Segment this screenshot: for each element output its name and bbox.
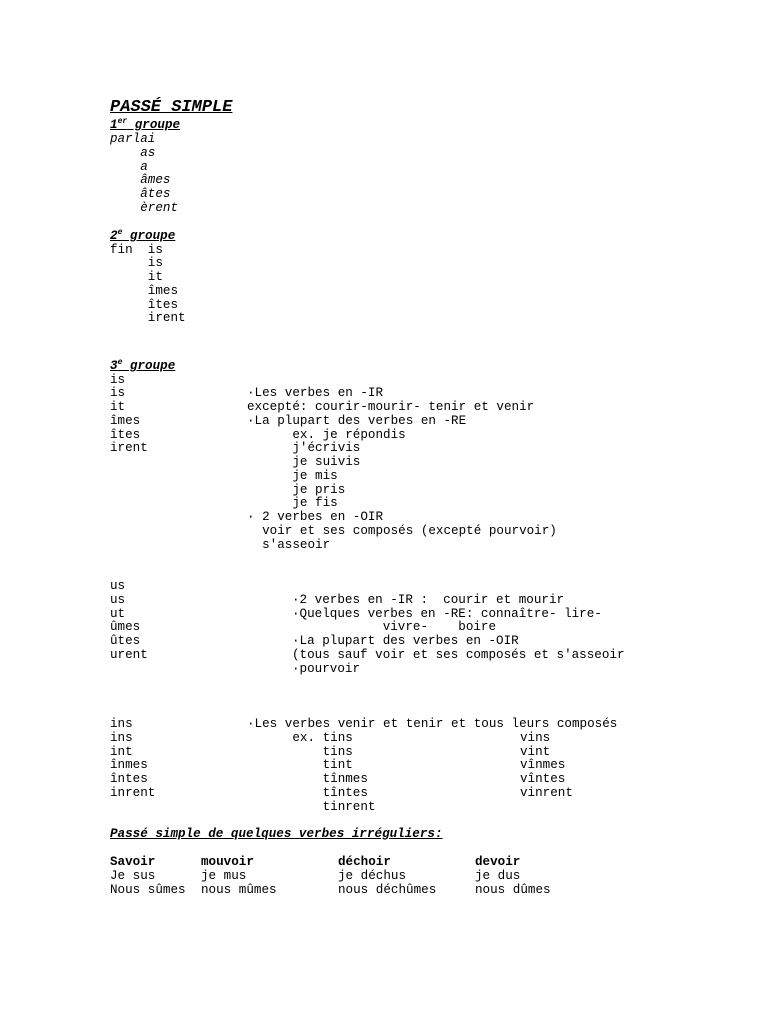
is-note: ·La plupart des verbes en -RE [247, 414, 467, 428]
is-note: j'écrivis [247, 441, 361, 455]
irregular-line: je mus [201, 869, 247, 883]
us-note: ·Quelques verbes en -RE: connaître- lire- [292, 607, 602, 621]
ins-note: tinrent [247, 800, 376, 814]
us-note: ·La plupart des verbes en -OIR [292, 634, 519, 648]
vins-form: vîntes [520, 772, 566, 786]
is-note: ·Les verbes en -IR [247, 386, 384, 400]
is-note: je mis [247, 469, 338, 483]
us-ending: us [110, 593, 126, 607]
irregular-line: Je sus [110, 869, 156, 883]
irregular-line: Nous sûmes [110, 883, 186, 897]
group-3-heading [110, 359, 175, 373]
us-note: vivre- boire [292, 620, 497, 634]
vins-form: vins [520, 731, 551, 745]
irregular-heading: Passé simple de quelques verbes irréguliers: [110, 827, 443, 841]
ins-ending: ins [110, 731, 133, 745]
is-note: ex. je répondis [247, 428, 406, 442]
vins-form: vint [520, 745, 551, 759]
group-2-heading-sup: e [117, 227, 123, 237]
us-ending: us [110, 579, 126, 593]
irregular-line: je déchus [338, 869, 407, 883]
ins-note: ·Les verbes venir et tenir et tous leurs composés [247, 717, 618, 731]
group-1-line: âmes [110, 173, 171, 187]
is-note: voir et ses composés (excepté pourvoir) [247, 524, 557, 538]
ins-ending: inrent [110, 786, 156, 800]
ins-note: ex. tins [247, 731, 353, 745]
group-2-line: irent [110, 311, 186, 325]
is-ending: is [110, 386, 126, 400]
us-ending: ut [110, 607, 126, 621]
ins-ending: întes [110, 772, 148, 786]
group-1-heading-sup: er [117, 116, 128, 126]
group-2-line: it [110, 270, 163, 284]
ins-ending: ins [110, 717, 133, 731]
irregular-col-head: déchoir [338, 855, 391, 869]
irregular-line: nous dûmes [475, 883, 551, 897]
group-2-line: fin is [110, 243, 163, 257]
group-3-heading-num: 3 [110, 359, 118, 373]
is-note: excepté: courir-mourir- tenir et venir [247, 400, 535, 414]
page-title: PASSÉ SIMPLE [110, 98, 233, 117]
is-note: s'asseoir [247, 538, 331, 552]
group-1-line: èrent [110, 201, 179, 215]
group-1-line: parlai [110, 132, 156, 146]
irregular-line: nous mûmes [201, 883, 277, 897]
group-1-line: as [110, 146, 156, 160]
group-1-heading [110, 118, 180, 132]
ins-note: tins [247, 745, 353, 759]
ins-ending: int [110, 745, 133, 759]
vins-form: vinrent [520, 786, 573, 800]
us-ending: urent [110, 648, 148, 662]
group-1-line: âtes [110, 187, 171, 201]
group-2-heading-rest: groupe [122, 229, 176, 243]
group-2-heading-num: 2 [110, 229, 118, 243]
us-ending: ûmes [110, 620, 141, 634]
group-1-heading-rest: groupe [127, 118, 181, 132]
group-1-heading-num: 1 [110, 118, 118, 132]
group-2-heading [110, 229, 175, 243]
is-ending: is [110, 373, 126, 387]
group-3-heading-rest: groupe [122, 359, 176, 373]
us-note: ·2 verbes en -IR : courir et mourir [292, 593, 565, 607]
group-1-line: a [110, 160, 148, 174]
is-note: · 2 verbes en -OIR [247, 510, 384, 524]
is-note: je pris [247, 483, 346, 497]
irregular-col-head: mouvoir [201, 855, 254, 869]
us-note: (tous sauf voir et ses composés et s'asseoir [292, 648, 625, 662]
irregular-col-head: devoir [475, 855, 521, 869]
ins-ending: înmes [110, 758, 148, 772]
is-note: je suivis [247, 455, 361, 469]
is-ending: it [110, 400, 126, 414]
ins-note: tînmes [247, 772, 368, 786]
group-3-heading-sup: e [117, 357, 123, 367]
is-ending: irent [110, 441, 148, 455]
us-ending: ûtes [110, 634, 141, 648]
group-2-line: îmes [110, 284, 179, 298]
irregular-line: nous déchûmes [338, 883, 437, 897]
irregular-line: je dus [475, 869, 521, 883]
is-ending: îtes [110, 428, 141, 442]
group-2-line: is [110, 256, 163, 270]
is-note: je fis [247, 496, 338, 510]
us-note: ·pourvoir [292, 662, 361, 676]
irregular-col-head: Savoir [110, 855, 156, 869]
group-2-line: îtes [110, 298, 179, 312]
ins-note: tint [247, 758, 353, 772]
ins-note: tîntes [247, 786, 368, 800]
vins-form: vînmes [520, 758, 566, 772]
is-ending: îmes [110, 414, 141, 428]
